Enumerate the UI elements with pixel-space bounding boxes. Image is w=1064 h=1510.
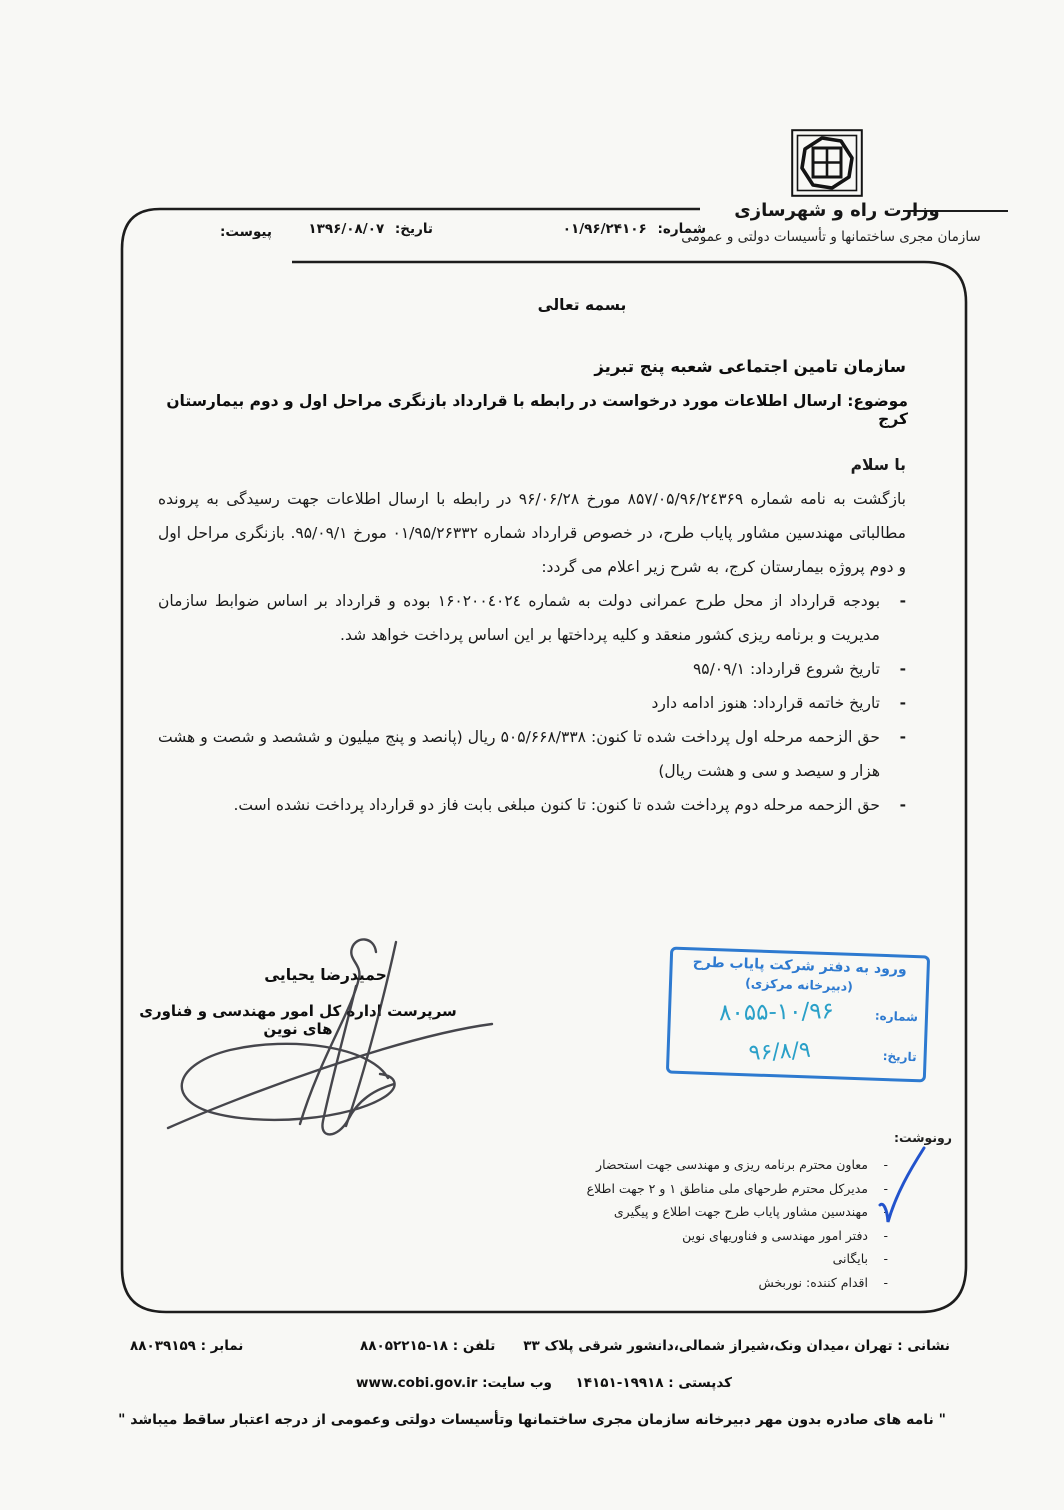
footer-website-url: www.cobi.gov.ir xyxy=(356,1375,478,1391)
intro-paragraph: بازگشت به نامه شماره ۸۵۷/۰۵/۹۶/۲٤۳۶۹ مورخ ۹۶/۰۶/۲۸ در رابطه با ارسال اطلاعات جهت رسیدگی به پرونده مطالباتی مهندسین مشاور پایاب طرح، در خصوص قرارداد شماره ۰۱/۹۵/۲۶۳۳۲ مورخ ۹۵/۰۹/۱. بازنگری مراحل اول و دوم پروژه بیمارستان کرج، به شرح زیر اعلام می گردد: xyxy=(158,490,906,576)
cc-item-text: بایگانی xyxy=(832,1251,868,1266)
stamp-date-label: تاریخ: xyxy=(882,1048,917,1065)
subject-line: موضوع: ارسال اطلاعات مورد درخواست در رابطه با قرارداد بازنگری مراحل اول و دوم بیمارستان کرج xyxy=(166,392,908,428)
bullet-marker: - xyxy=(899,592,906,610)
cc-marker: - xyxy=(883,1227,888,1243)
footer-website xyxy=(356,1375,552,1391)
bullet-text: تاریخ شروع قرارداد: ۹۵/۰۹/۱ xyxy=(692,660,880,678)
bullet-marker: - xyxy=(899,660,906,678)
cc-item-text: مدیرکل محترم طرحهای ملی مناطق ۱ و ۲ جهت اطلاع xyxy=(586,1180,868,1196)
salutation: با سلام xyxy=(850,456,906,474)
footer-postal-code: کدپستی : ۱۹۹۱۸-۱۴۱۵۱ xyxy=(575,1375,732,1391)
stamp-title: ورود به دفتر شرکت پایاب طرح xyxy=(692,954,907,978)
letter-number-value: ۰۱/۹۶/۲۴۱۰۶ xyxy=(562,221,647,237)
letter-number-label: شماره: xyxy=(657,221,706,237)
cc-marker: - xyxy=(883,1251,888,1266)
signature-name: حمیدرضا یحیایی xyxy=(264,966,387,984)
bullet-item xyxy=(158,652,906,686)
ministry-name: وزارت راه و شهرسازی xyxy=(734,200,940,221)
bullet-item xyxy=(158,720,906,788)
footer-address: نشانی : تهران ،میدان ونک،شیراز شمالی،دانشور شرقی پلاک ۳۳ xyxy=(523,1338,950,1354)
stamp-number-label: شماره: xyxy=(874,1008,919,1025)
cc-label: رونوشت: xyxy=(893,1130,952,1145)
letter-date xyxy=(308,221,433,237)
stamp-number-value: ۸۰۵۵-۱۰/۹۶ xyxy=(718,998,835,1027)
footer-disclaimer: " نامه های صادره بدون مهر دبیرخانه سازمان مجری ساختمانها وتأسیسات دولتی وعمومی از درجه اعتبار ساقط میباشد " xyxy=(118,1412,946,1428)
footer-fax: نمابر : ۸۸۰۳۹۱۵۹ xyxy=(130,1338,244,1354)
handwritten-signature-icon xyxy=(150,928,530,1143)
ministry-logo-icon xyxy=(791,129,863,197)
footer-website-label: وب سایت: xyxy=(482,1375,552,1391)
cc-marker: - xyxy=(883,1274,888,1290)
bullet-text: حق الزحمه مرحله دوم پرداخت شده تا کنون: تا کنون مبلغی بابت فاز دو قرارداد پرداخت نشده است. xyxy=(233,796,880,814)
bullet-item xyxy=(158,686,906,720)
cc-item-text: معاون محترم برنامه ریزی و مهندسی جهت استحضار xyxy=(596,1157,868,1172)
bullet-marker: - xyxy=(899,728,906,746)
cc-item-text: اقدام کننده: نوربخش xyxy=(758,1274,868,1290)
letter-date-value: ۱۳۹۶/۰۸/۰۷ xyxy=(308,221,385,237)
cc-marker: - xyxy=(883,1204,888,1219)
cc-item xyxy=(532,1247,952,1271)
letter-attachment-label: پیوست: xyxy=(219,224,272,240)
letter-date-label: تاریخ: xyxy=(394,221,433,237)
signature-title: سرپرست اداره کل امور مهندسی و فناوری های نوین xyxy=(139,1002,457,1038)
cc-item-text: دفتر امور مهندسی و فناوریهای نوین xyxy=(682,1227,868,1243)
cc-item-text: مهندسین مشاور پایاب طرح جهت اطلاع و پیگیری xyxy=(613,1204,868,1219)
cc-item xyxy=(532,1271,952,1295)
cc-marker: - xyxy=(883,1180,888,1196)
bullet-marker: - xyxy=(899,694,906,712)
letter-number xyxy=(563,221,706,237)
stamp-subtitle: (دبیرخانه مرکزی) xyxy=(744,975,854,994)
stamp-date-value: ۹۶/۸/۹ xyxy=(748,1037,812,1066)
recipient-line: سازمان تامین اجتماعی شعبه پنج تبریز xyxy=(594,357,906,376)
entry-stamp xyxy=(666,947,930,1083)
bullet-item xyxy=(158,788,906,822)
bullet-text: تاریخ خاتمه قرارداد: هنوز ادامه دارد xyxy=(651,694,880,712)
organization-name: سازمان مجری ساختمانها و تأسیسات دولتی و عمومی xyxy=(681,229,981,245)
bullet-text: بودجه قرارداد از محل طرح عمرانی دولت به شماره ۱۶۰۲۰۰٤۰۲٤ بوده و قرارداد بر اساس ضوابط سازمان مدیریت و برنامه ریزی کشور منعقد و کلیه پرداختها بر این اساس پرداخت خواهد شد. xyxy=(158,592,881,644)
letter-body xyxy=(158,448,906,822)
cc-marker: - xyxy=(883,1157,888,1172)
letter-attachment xyxy=(214,224,272,240)
bullet-text: حق الزحمه مرحله اول پرداخت شده تا کنون: ۵۰۵/۶۶۸/۳۳۸ ریال (پانصد و پنج میلیون و ششصد و شصت و هشت هزار و سیصد و سی و هشت ریال) xyxy=(158,728,880,780)
pen-check-icon xyxy=(878,1144,928,1228)
bullet-item xyxy=(158,584,906,652)
besmele: بسمه تعالی xyxy=(537,296,627,314)
footer-phone: تلفن : ۱۸-۸۸۰۵۲۲۱۵ xyxy=(360,1338,496,1354)
bullet-marker: - xyxy=(899,796,906,814)
